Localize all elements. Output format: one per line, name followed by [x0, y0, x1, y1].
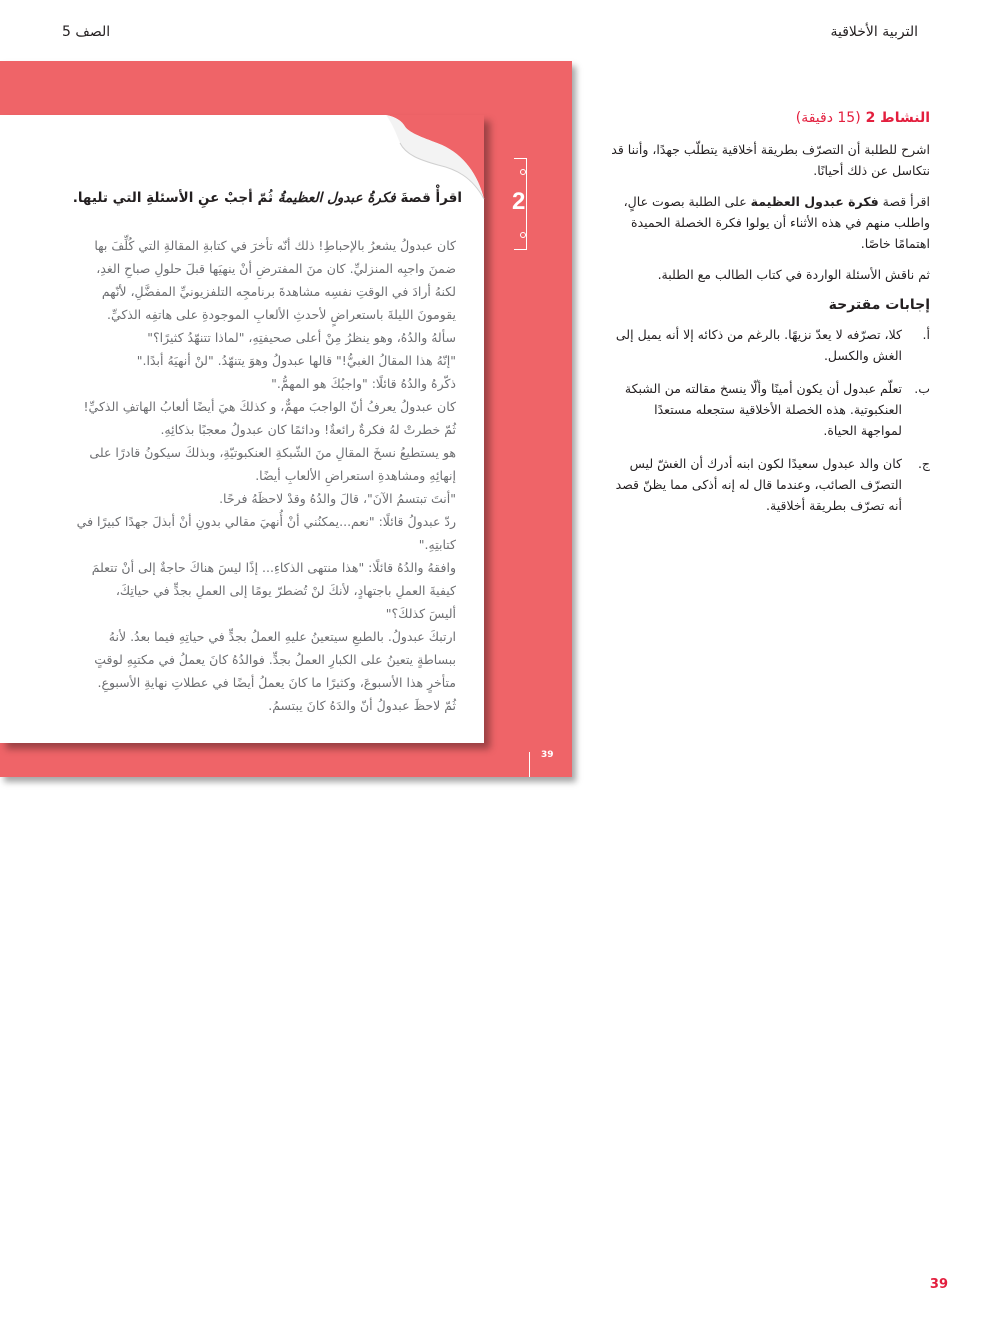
- story-line: وافقهُ والدُهُ قائلًا: "هذا منتهى الذكاءِ... إذًا ليسَ هناكَ حاجةٌ إلى أنْ تتعلمَ: [91, 560, 456, 575]
- answer-item: [610, 453, 930, 516]
- bracket-dot: [520, 232, 526, 238]
- story-line: ببساطةٍ يتعينُ على الكبارِ العملُ بجدٍّ. فوالدُهُ كانَ يعملُ في مكتبِهِ لوقتٍ: [94, 652, 456, 667]
- story-line: كان عبدولُ يعرفُ أنّ الواجبَ مهمٌّ، و كذلكَ هيَ أيضًا ألعابُ الهاتفِ الذكيِّ!: [83, 399, 456, 414]
- guide-paragraph-2: [610, 191, 930, 254]
- story-line: ثُمّ لاحظَ عبدولُ أنّ والدَهُ كانَ يبتسمُ.: [268, 698, 456, 713]
- story-line: ضمنَ واجبِه المنزليِّ. كان منَ المفترضِ أنْ ينهيَها قبلَ حلولِ صباحِ الغدِ،: [96, 261, 456, 276]
- instruction-part-b: ثُمّ أجبْ عنِ الأسئلةِ التي تليها.: [72, 190, 278, 206]
- answer-item: [610, 324, 930, 366]
- teacher-guide: [610, 108, 930, 528]
- suggested-answers-title: إجابات مقترحة: [828, 297, 930, 313]
- page-curl-graphic: [386, 115, 486, 201]
- activity-title: [610, 108, 930, 129]
- guide-paragraph-1: اشرح للطلبة أن التصرّف بطريقة أخلاقية يتطلّب جهدًا، وأننا قد نتكاسل عن ذلك أحيانًا.: [611, 142, 930, 178]
- story-line: سألهُ والدُهُ، وهو ينظرُ مِنْ أعلى صحيفتِهِ، "لماذا تتنهّدُ كثيرًا؟": [147, 330, 456, 345]
- guide-paragraph-3: ثم ناقش الأسئلة الواردة في كتاب الطالب مع الطلبة.: [657, 267, 930, 282]
- book-instruction: [42, 190, 462, 206]
- bracket-dot: [520, 169, 526, 175]
- answer-letter: ج.: [917, 456, 930, 471]
- book-story-text: [56, 234, 456, 717]
- header-grade: الصف 5: [62, 24, 111, 40]
- activity-duration: (15 دقيقة): [795, 110, 861, 126]
- guide-p2-text: على الطلبة بصوت عالٍ، واطلب منهم في هذه الأثناء أن يولوا فكرة الخصلة الحميدة اهتمامًا خاصًا.: [623, 194, 930, 251]
- story-line: أليسَ كذلكَ؟": [385, 606, 456, 621]
- story-line: ارتبكَ عبدولُ. بالطبعِ سيتعينُ عليهِ العملُ بجدٍّ في حياتِهِ فيما بعدُ. لأنهُ: [108, 629, 456, 644]
- story-line: متأخرٍ هذا الأسبوعَ، وكثيرًا ما كانَ يعملُ أيضًا في عطلاتِ نهايةِ الأسبوعِ.: [97, 675, 456, 690]
- book-activity-number: 2: [512, 188, 526, 215]
- story-line: هو يستطيعُ نسخَ المقالِ منَ الشّبكةِ العنكبوتيّةِ، وبذلكَ سيكونُ قادرًا على: [89, 445, 456, 460]
- story-line: كتابتِهِ.": [418, 537, 456, 552]
- header-subject: التربية الأخلاقية: [830, 24, 918, 40]
- activity-label: النشاط 2: [865, 110, 930, 126]
- answer-item: [610, 378, 930, 441]
- book-page-divider: [529, 752, 530, 777]
- story-line: إنهائِهِ ومشاهدةِ استعراضِ الألعابِ أيضًا.: [255, 468, 456, 483]
- story-line: كيفيةَ العملِ باجتهادٍ، لأنكَ لنْ تُضطرّ يومًا إلى العملِ بجدٍّ في حياتِكَ،: [115, 583, 456, 598]
- story-line: "أنتَ تبتسمُ الآنَ"، قالَ والدُهُ وقدْ لاحظَهُ فرحًا.: [219, 491, 456, 506]
- footer-page-number: 39: [929, 1277, 948, 1292]
- instruction-story-title: فكرةُ عبدول العظيمةُ: [277, 190, 396, 206]
- guide-p2-story-title: فكرة عبدول العظيمة: [750, 194, 879, 209]
- story-line: كان عبدولُ يشعرُ بالإحباطِ! ذلك أنّه تأخرَ في كتابةِ المقالةِ التي كُلِّفَ بها: [94, 238, 456, 253]
- guide-p2-text: اقرأ قصة: [878, 194, 930, 209]
- story-line: لكنهُ أرادَ في الوقتِ نفسِه مشاهدةَ برنامجِه التلفزيونيِّ المفضَّلِ، لأنّهم: [101, 284, 456, 299]
- answer-letter: ب.: [914, 381, 930, 396]
- story-line: ردّ عبدولُ قائلًا: "نعم...يمكنُني أنْ أُنهيَ مقالي بدونِ أنْ أبذلَ جهدًا كبيرًا في: [76, 514, 456, 529]
- story-line: "إنّهُ هذا المقالُ الغبيُّ!" قالها عبدولُ وهوَ يتنهّدُ. "لنْ أنهيَهُ أبدًا.": [136, 353, 456, 368]
- answer-text: كلا، تصرّفه لا يعدّ نزيهًا. بالرغم من ذكائه إلا أنه يميل إلى الغش والكسل.: [615, 327, 902, 363]
- answer-text: كان والد عبدول سعيدًا لكون ابنه أدرك أن الغشّ ليس التصرّف الصائب، وعندما قال له إنه أذكى مما يظنّ قصد أنه تصرّف بطريقة أخلاقية.: [615, 456, 902, 513]
- story-line: ثُمّ خطرتْ لهُ فكرةٌ رائعةٌ! ودائمًا كان عبدولُ معجبًا بذكائِهِ.: [160, 422, 456, 437]
- story-line: يقومونَ الليلةَ باستعراضٍ لأحدثِ الألعابِ الموجودةِ على هاتفِه الذكيِّ.: [106, 307, 456, 322]
- answer-text: تعلّم عبدول أن يكون أمينًا وألّا ينسخ مقالته من الشبكة العنكبوتية. هذه الخصلة الأخلاقية ستجعله مستعدًا لمواجهة الحياة.: [624, 381, 902, 438]
- instruction-part-a: اقرأْ قصةَ: [395, 190, 462, 206]
- story-line: ذكّرهُ والدُهُ قائلًا: "واجبُكَ هو المهمُّ.": [271, 376, 456, 391]
- book-page-number: 39: [541, 750, 554, 760]
- answer-letter: أ.: [922, 327, 930, 342]
